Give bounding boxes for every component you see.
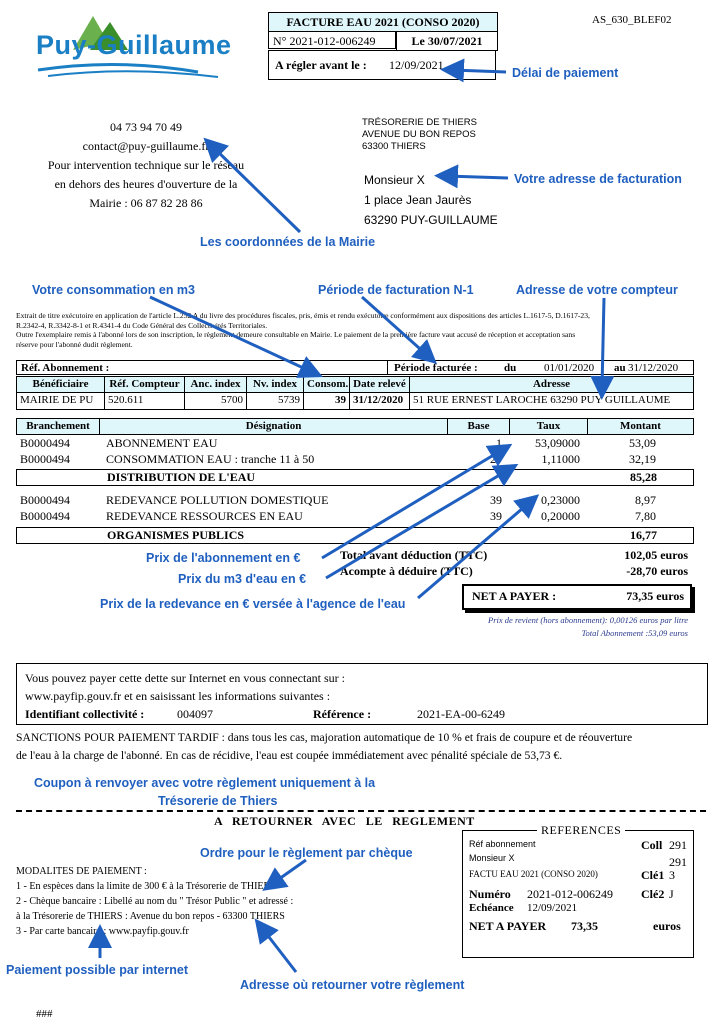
logo [28, 8, 258, 78]
modalite-3: 3 - Par carte bancaire : www.payfip.gouv.fr [16, 926, 189, 937]
annotation-adresse-facturation: Votre adresse de facturation [514, 172, 682, 186]
cost-note: Prix de revient (hors abonnement): 0,00126 euros par litre [488, 615, 688, 625]
recipient-address [364, 170, 498, 230]
numero-value: 2021-012-006249 [527, 887, 613, 901]
tresorerie-line2: AVENUE DU BON REPOS [362, 129, 476, 140]
period-au: au [614, 362, 626, 374]
lines-header-row [16, 418, 694, 435]
line-montant: 32,19 [629, 452, 656, 466]
meter-cell-anc-index: 5700 [184, 393, 246, 409]
annotation-redevance: Prix de la redevance en € versée à l'agence de l'eau [100, 597, 406, 611]
annotation-ordre-cheque: Ordre pour le règlement par chèque [200, 846, 413, 860]
meter-header-nv-index: Nv. index [246, 377, 303, 392]
total-before-value: 102,05 euros [624, 548, 688, 562]
legal-line2: R.2342-4, R.3342-8-1 et R.4341-4 du Code Général des Collectivités Territoriales. [16, 320, 268, 330]
echeance-value: 12/09/2021 [527, 902, 578, 914]
period-label: Période facturée : [394, 362, 478, 374]
line-base: 39 [490, 493, 502, 507]
line-base: 39 [490, 509, 502, 523]
total-acompte-value: -28,70 euros [626, 564, 688, 578]
mairie-email: contact@puy-guillaume.fr [82, 139, 210, 153]
recipient-name: Monsieur X [364, 173, 425, 187]
meter-header-date: Date relevé [349, 377, 409, 392]
abonnement-row [16, 360, 694, 375]
online-line1: Vous pouvez payer cette dette sur Internet en vous connectant sur : [25, 671, 346, 685]
legal-line4: réserve pour l'abonné dudit règlement. [16, 339, 133, 349]
total-before-label: Total avant déduction (TTC) [340, 548, 488, 562]
line-montant: 53,09 [629, 436, 656, 450]
legal-line1: Extrait de titre exécutoire en application de l'article L.252 A du livre des procédures fiscales, pris, émis et rendu exécutoire conformément aux dispositions des articles L.1617-5, D.1617-23, [16, 311, 590, 320]
subtotal-distribution [16, 469, 694, 486]
online-ref-label: Référence : [313, 707, 372, 721]
annotation-prix-m3: Prix du m3 d'eau en € [178, 572, 307, 586]
coll-label: Coll [641, 838, 663, 852]
lines-header-designation: Désignation [99, 419, 447, 434]
tresorerie-line3: 63300 THIERS [362, 141, 426, 152]
line-taux: 0,23000 [541, 493, 580, 507]
line-label: CONSOMMATION EAU : tranche 11 à 50 [106, 452, 315, 466]
cle2-value: J [669, 887, 674, 901]
line-montant: 8,97 [635, 493, 656, 507]
sanctions [16, 729, 716, 765]
line-label: ABONNEMENT EAU [106, 436, 218, 450]
line-item-row [16, 493, 692, 508]
modalite-2b: à la Trésorerie de THIERS : Avenue du bon repos - 63300 THIERS [16, 911, 285, 922]
invoice-title: FACTURE EAU 2021 (CONSO 2020) [268, 12, 498, 32]
online-id-value: 004097 [177, 707, 213, 721]
annotation-compteur: Adresse de votre compteur [516, 283, 678, 297]
ref-net-label: NET A PAYER [469, 919, 547, 933]
meter-header-consom: Consom. [303, 377, 349, 392]
lines-header-taux: Taux [509, 419, 587, 434]
due-label: A régler avant le : [275, 58, 367, 72]
ref-net-unit: euros [653, 919, 681, 933]
line-branch: B0000494 [20, 509, 71, 523]
meter-cell-beneficiaire: MAIRIE DE PU [20, 394, 94, 406]
subtotal-organismes [16, 527, 694, 544]
online-ref-value: 2021-EA-00-6249 [417, 707, 505, 721]
line-taux: 0,20000 [541, 509, 580, 523]
line-branch: B0000494 [20, 493, 71, 507]
total-before [340, 548, 690, 563]
coupon-title: A RETOURNER AVEC LE REGLEMENT [214, 814, 475, 828]
modalite-2: 2 - Chèque bancaire : Libellé au nom du " Trésor Public " et adressé : [16, 896, 294, 907]
line-base: 1 [496, 436, 502, 450]
coupon-footer: ### [36, 1008, 53, 1020]
invoice-header [268, 12, 498, 82]
meter-data-row [16, 392, 694, 410]
subtotal-label: DISTRIBUTION DE L'EAU [107, 470, 256, 484]
annotation-coordonnees: Les coordonnées de la Mairie [200, 235, 376, 249]
meter-cell-adresse: 51 RUE ERNEST LAROCHE 63290 PUY GUILLAUME [409, 393, 693, 409]
abonnement-ref-label: Réf. Abonnement : [21, 362, 110, 374]
recipient-city: 63290 PUY-GUILLAUME [364, 213, 498, 227]
meter-header-row [16, 376, 694, 393]
legal-text [16, 311, 716, 349]
tresorerie-address [362, 117, 477, 153]
cle2-label: Clé2 [641, 887, 665, 901]
meter-cell-nv-index: 5739 [246, 393, 303, 409]
ref-name: Monsieur X [469, 853, 515, 863]
annotation-periode: Période de facturation N-1 [318, 283, 474, 297]
tresorerie-line1: TRÉSORERIE DE THIERS [362, 117, 477, 128]
annotation-coupon-1: Coupon à renvoyer avec votre règlement uniquement à la [34, 776, 376, 790]
lines-header-branchement: Branchement [26, 420, 90, 432]
references-title: REFERENCES [537, 823, 625, 838]
legal-line3: Outre l'exemplaire remis à l'abonné lors de son inscription, le règlement demeure consultable en Mairie. Le paiement de la première facture vaut accusé de réception et acceptation sans [16, 330, 576, 340]
meter-header-anc-index: Anc. index [184, 377, 246, 392]
lines-header-montant: Montant [587, 419, 693, 434]
line-taux: 1,11000 [541, 452, 580, 466]
ref-name-value: 291 [669, 855, 687, 869]
online-payment-box [16, 663, 708, 725]
annotation-delai: Délai de paiement [512, 66, 619, 80]
subtotal-amount: 85,28 [630, 470, 657, 484]
numero-label: Numéro [469, 887, 511, 901]
net-value: 73,35 euros [626, 589, 684, 603]
due-date: 12/09/2021 [389, 58, 444, 72]
invoice-date: Le 30/07/2021 [396, 31, 498, 51]
online-line2: www.payfip.gouv.fr et en saisissant les informations suivantes : [25, 689, 331, 703]
mairie-line5: Mairie : 06 87 82 28 86 [89, 196, 203, 210]
meter-cell-consom: 39 [303, 393, 349, 409]
recipient-street: 1 place Jean Jaurès [364, 193, 472, 207]
online-id-label: Identifiant collectivité : [25, 707, 145, 721]
logo-text: Puy-Guillaume [36, 30, 232, 60]
line-item-row [16, 436, 692, 451]
payment-methods [16, 864, 293, 939]
line-montant: 7,80 [635, 509, 656, 523]
coupon-cut-line [16, 810, 706, 812]
period-to: 31/12/2020 [628, 362, 679, 374]
line-branch: B0000494 [20, 452, 71, 466]
meter-header-beneficiaire: Bénéficiaire [32, 378, 89, 390]
line-item-row [16, 452, 692, 467]
line-label: REDEVANCE POLLUTION DOMESTIQUE [106, 493, 329, 507]
coll-value: 291 [669, 838, 687, 852]
annotation-consommation: Votre consommation en m3 [32, 283, 195, 297]
sanctions-line2: de l'eau à la charge de l'abonné. En cas de récidive, l'eau est coupée immédiatement avec pénalité spéciale de 53,73 €. [16, 749, 563, 762]
mairie-contact [40, 118, 252, 213]
modalites-title: MODALITES DE PAIEMENT : [16, 866, 147, 877]
doc-code: AS_630_BLEF02 [592, 14, 672, 26]
period-cell [387, 361, 694, 374]
meter-cell-compteur: 520.611 [104, 393, 184, 409]
period-du: du [504, 362, 517, 374]
mairie-phone: 04 73 94 70 49 [110, 120, 182, 134]
mairie-line3: Pour intervention technique sur le réseau [47, 158, 245, 172]
annotation-prix-abo: Prix de l'abonnement en € [146, 551, 301, 565]
modalite-1: 1 - En espèces dans la limite de 300 € à la Trésorerie de THIERS [16, 881, 276, 892]
net-to-pay-box [462, 584, 692, 610]
invoice-number: N° 2021-012-006249 [268, 31, 396, 49]
abo-note: Total Abonnement :53,09 euros [581, 628, 688, 638]
due-box [268, 50, 496, 80]
ref-net-value: 73,35 [571, 919, 598, 933]
subtotal-label: ORGANISMES PUBLICS [107, 528, 245, 542]
meter-cell-date: 31/12/2020 [349, 393, 409, 409]
line-base: 29 [490, 452, 502, 466]
cle1-label: Clé1 [641, 868, 665, 882]
line-taux: 53,09000 [535, 436, 580, 450]
line-item-row [16, 509, 692, 524]
lines-header-base: Base [447, 419, 509, 434]
meter-header-adresse: Adresse [409, 377, 693, 392]
meter-header-compteur: Réf. Compteur [104, 377, 184, 392]
total-acompte [340, 564, 690, 579]
total-acompte-label: Acompte à déduire (TTC) [340, 564, 473, 578]
annotation-internet: Paiement possible par internet [6, 963, 188, 977]
references-box [462, 823, 694, 958]
period-from: 01/01/2020 [544, 362, 595, 374]
echeance-label: Echéance [469, 902, 514, 914]
net-label: NET A PAYER : [472, 589, 557, 603]
mairie-line4: en dehors des heures d'ouverture de la [54, 177, 238, 191]
ref-facture: FACTU EAU 2021 (CONSO 2020) [469, 869, 598, 879]
cle1-value: 3 [669, 868, 675, 882]
annotation-adresse-retour: Adresse où retourner votre règlement [240, 978, 465, 992]
ref-abo-label: Réf abonnement [469, 839, 536, 849]
line-branch: B0000494 [20, 436, 71, 450]
subtotal-amount: 16,77 [630, 528, 657, 542]
annotation-coupon-2: Trésorerie de Thiers [158, 794, 278, 808]
line-label: REDEVANCE RESSOURCES EN EAU [106, 509, 303, 523]
sanctions-line1: SANCTIONS POUR PAIEMENT TARDIF : dans tous les cas, majoration automatique de 10 % et frais de coupure et de réouverture [16, 731, 633, 744]
